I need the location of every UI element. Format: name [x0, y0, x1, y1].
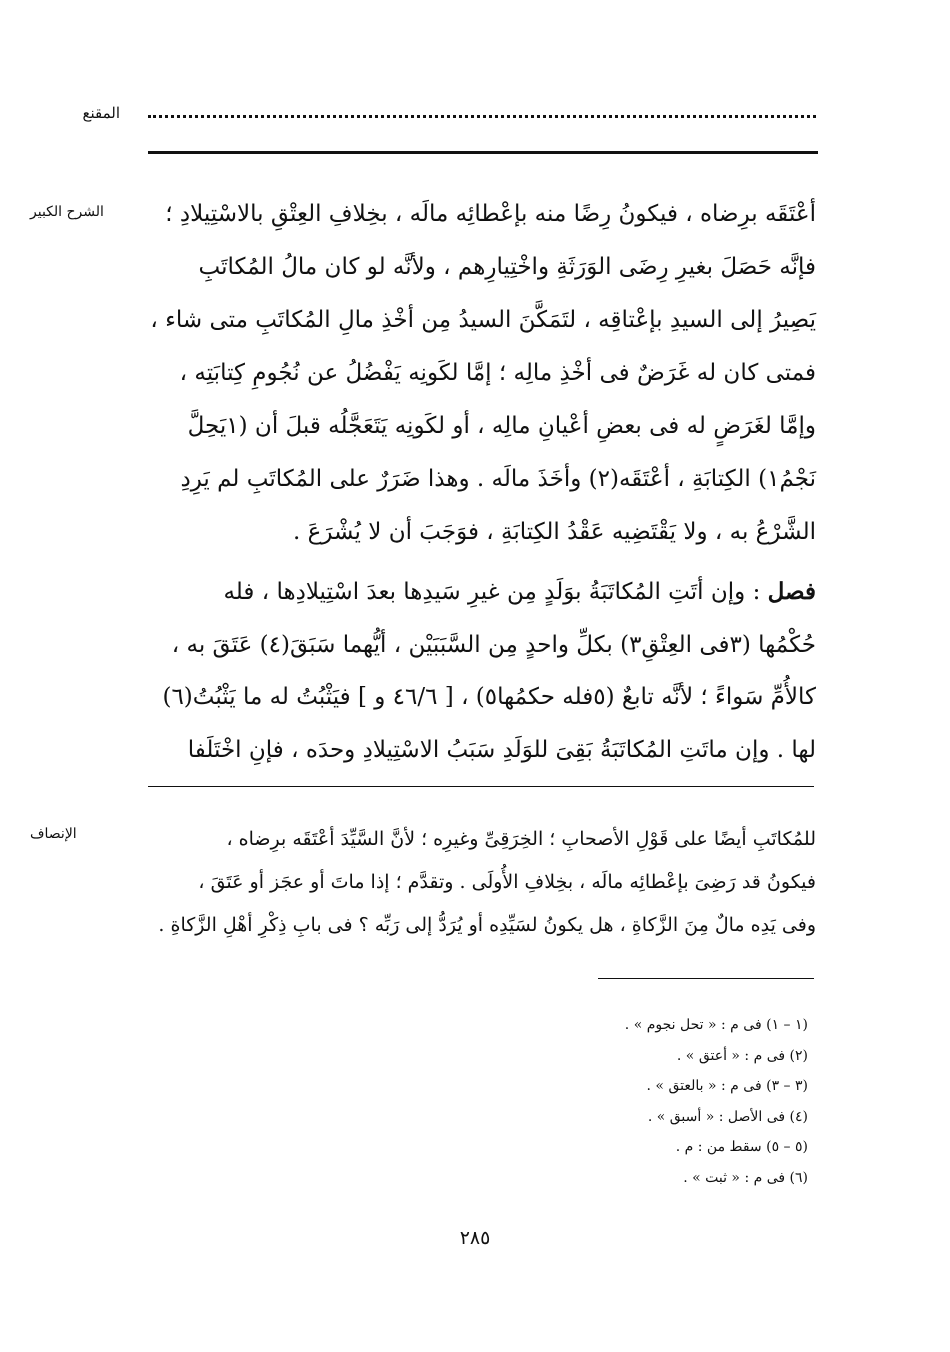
text-line: فيكونُ قد رَضِىَ بإعْطائِه مالَه ، بخِلافِ الأُولَى . وتقدَّم ؛ إذا ماتَ أو عجَز أو عَتَقَ ، [198, 871, 816, 893]
side-label-insaf: الإنصاف [30, 826, 77, 842]
side-label-sharh-kabir: الشرح الكبير [30, 204, 104, 220]
running-title: المقنع [82, 104, 120, 122]
insaf-text [136, 818, 816, 947]
text-line: لها . وإن ماتَتِ المُكاتَبَةُ بَقِىَ للوَلَدِ سَبَبُ الاسْتِيلادِ وحدَه ، فإنِ اخْتَلَفا [187, 736, 816, 763]
footnote: (٣ – ٣) فى م : « بالعتق » . [646, 1078, 808, 1094]
fasl-section [136, 566, 816, 776]
text-line: فإنَّه حَصَلَ بغيرِ رِضَى الوَرَثَةِ واخْتِيارِهم ، ولأنَّه لو كان مالُ المُكاتَبِ [198, 254, 816, 280]
text-line: نَجْمُ١) الكِتابَةِ ، أعْتَقَه(٢) وأخَذَ مالَه . وهذا ضَرَرٌ على المُكاتَبِ لم يَرِدِ [180, 466, 816, 492]
text-line [136, 566, 816, 619]
text-line: للمُكاتَبِ أيضًا على قَوْلِ الأصحابِ ؛ الخِرَقِىِّ وغيرِه ؛ لأنَّ السَّيِّدَ أعْتَقَه برِضاه ، [226, 828, 816, 850]
fasl-line-rest: : وإن أتَتِ المُكاتَبَةُ بوَلَدٍ مِن غيرِ سَيدِها بعدَ اسْتِيلادِها ، فله [223, 579, 761, 605]
footnote: (٢) فى م : « أعتق » . [676, 1047, 808, 1064]
text-line: أعْتَقَه برِضاه ، فيكونُ رِضًا منه بإعْطائِه مالَه ، بخِلافِ العِتْقِ بالاسْتِيلادِ ؛ [165, 201, 816, 227]
footnote: (٦) فى م : « ثبت » . [683, 1169, 808, 1186]
footnotes [308, 1010, 808, 1193]
main-commentary-text [136, 188, 816, 559]
text-line: وفى يَدِه مالٌ مِنَ الزَّكاةِ ، هل يكونُ لسَيِّدِه أو يُرَدُّ إلى رَبِّه ؟ فى بابِ ذِكْرِ أهْلِ الزَّكاةِ . [158, 914, 816, 936]
text-line: يَصِيرُ إلى السيدِ بإعْتاقِه ، لتَمَكَّنَ السيدُ مِن أخْذِ مالِ المُكاتَبِ متى شاء ، [150, 307, 816, 333]
footnote: (١ – ١) فى م : « تحل نجوم » . [624, 1017, 808, 1033]
text-line: فمتى كان له غَرَضٌ فى أخْذِ مالِه ؛ إمَّا لكَونِه يَفْضُلُ عن نُجُومِ كِتابَتِه ، [179, 360, 816, 386]
page-number: ٢٨٥ [459, 1227, 491, 1249]
text-line: الشَّرْعُ به ، ولا يَقْتَضِيه عَقْدُ الكِتابَةِ ، فوَجَبَ أن لا يُشْرَعَ . [293, 519, 816, 545]
footnote: (٥ – ٥) سقط من : م . [675, 1139, 808, 1155]
text-line: حُكْمُها (٣فى العِتْقِ٣) بكلِّ واحدٍ مِن السَّبَبَيْن ، أيُّهما سَبَقَ(٤) عَتَقَ به ، [171, 631, 816, 658]
section-divider [148, 786, 814, 787]
footnote: (٤) فى الأصل : « أسبق » . [647, 1108, 808, 1125]
text-line: وإمَّا لغَرَضٍ له فى بعضِ أعْيانِ مالِه ، أو لكَونِه يَتَعَجَّلُه قبلَ أن (١يَحِلَّ [187, 413, 816, 439]
text-line: كالأُمِّ سَواءً ؛ لأنَّه تابعٌ (٥فله حكمُها٥) ، [ ٤٦/٦ و ] فيَثْبُتُ له ما يَثْبُتُ(٦) [162, 684, 816, 710]
footnote-divider [598, 978, 814, 979]
fasl-heading: فصل [767, 578, 816, 605]
dotted-header-rule [148, 108, 816, 122]
header-rule [148, 151, 818, 154]
